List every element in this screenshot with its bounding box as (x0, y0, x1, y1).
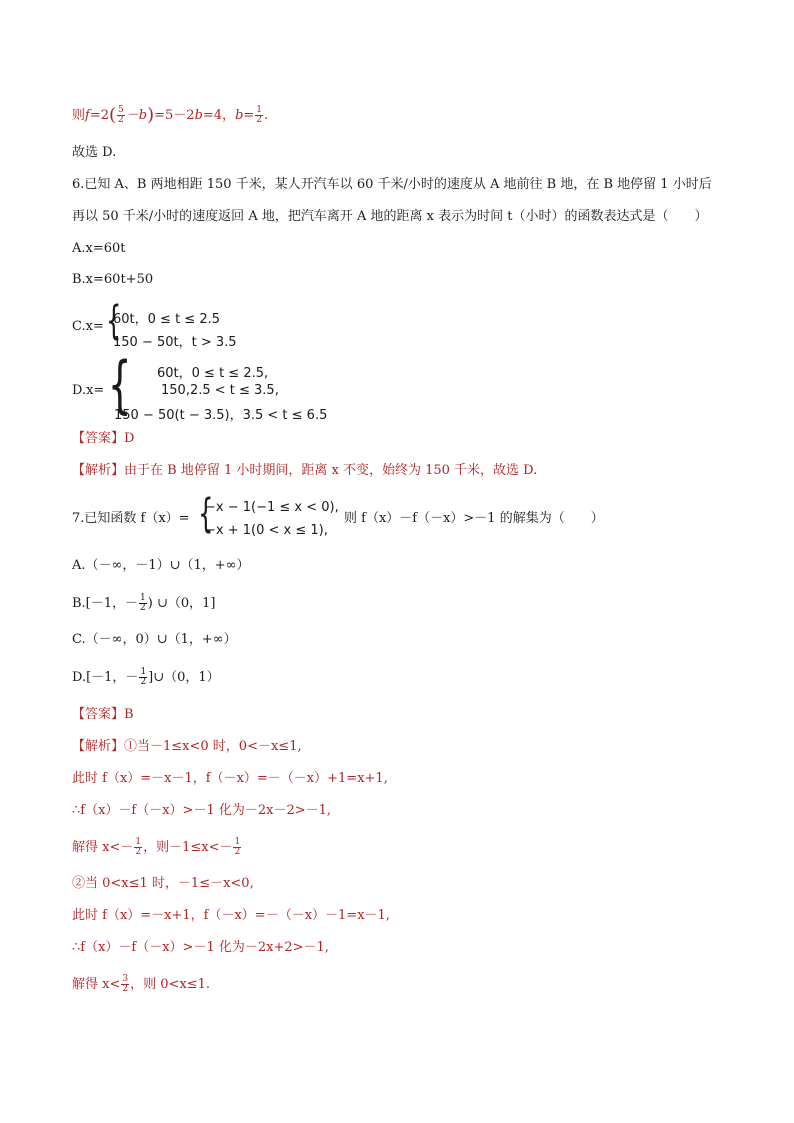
fraction (134, 838, 142, 857)
q6-stem-line1: 6.已知 A、B 两地相距 150 千米，某人开汽车以 60 千米/小时的速度从 A 地前往 B 地，在 B 地停留 1 小时后 (72, 177, 712, 192)
text: b (235, 108, 244, 123)
numerator: 1 (140, 593, 146, 603)
q7-stem-post: 则 f（x）－f（－x）>－1 的解集为（ ） (344, 511, 604, 526)
q6-c-piece-2: 150 − 50t，t > 3.5 (113, 335, 237, 350)
q6-c-piece-1: 60t，0 ≤ t ≤ 2.5 (113, 312, 220, 327)
numerator: 1 (256, 105, 263, 115)
text: ) ∪（0，1] (147, 596, 216, 611)
fraction (139, 668, 147, 687)
q7-option-a: A.（－∞，－1）∪（1，+∞） (72, 558, 250, 573)
denominator: 2 (135, 847, 142, 857)
analysis-text: 由于在 B 地停留 1 小时期间，距离 x 不变，始终为 150 千米，故选 D. (124, 463, 538, 478)
denominator: 2 (234, 847, 241, 857)
paren: ) (147, 104, 155, 126)
q7-option-b (72, 594, 215, 613)
q7-answer: 【答案】B (72, 707, 134, 722)
denominator: 2 (140, 677, 147, 687)
numerator: 1 (135, 837, 142, 847)
left-brace-icon: { (106, 298, 122, 344)
q6-option-c-label: C.x= (72, 319, 104, 334)
fraction (121, 975, 129, 994)
text: 解得 x<－ (72, 840, 134, 855)
q6-option-b: B.x=60t+50 (72, 272, 154, 287)
q7-solution-6: 此时 f（x）=－x+1，f（－x）=－（－x）－1=x－1, (72, 908, 390, 923)
text: 解得 x< (72, 977, 121, 992)
q7-option-d (72, 668, 220, 687)
text: = (243, 108, 255, 123)
q6-d-piece-3: 150 − 50(t − 3.5)，3.5 < t ≤ 6.5 (114, 408, 328, 423)
text: . (264, 108, 269, 123)
q6-option-d-label: D.x= (72, 383, 105, 398)
text: ]∪（0，1） (148, 670, 220, 685)
text: f (85, 108, 90, 123)
fraction (139, 594, 147, 613)
text: ，则－1≤x<－ (143, 840, 233, 855)
text: =5－2 (154, 108, 195, 123)
numerator: 3 (122, 974, 129, 984)
denominator: 2 (122, 984, 129, 994)
text: －b (125, 108, 148, 123)
analysis-tag: 【解析】 (72, 739, 125, 754)
q6-stem-line2: 再以 50 千米/小时的速度返回 A 地，把汽车离开 A 地的距离 x 表示为时间 t（小时）的函数表达式是（ ） (72, 209, 708, 224)
denominator: 2 (256, 115, 263, 125)
numerator: 1 (140, 667, 147, 677)
fraction (255, 106, 263, 125)
q7-solution-7: ∴f（x）－f（－x）>－1 化为－2x+2>－1, (72, 940, 329, 955)
text: D.[－1，－ (72, 670, 139, 685)
left-brace-icon: { (198, 491, 214, 537)
q7-option-c: C.（－∞，0）∪（1，+∞） (72, 632, 237, 647)
q7-solution-2: 此时 f（x）=－x－1，f（－x）=－（－x）+1=x+1, (72, 771, 388, 786)
text: =4， (202, 108, 236, 123)
text: 则 (72, 108, 86, 123)
q7-stem-pre: 7.已知函数 f（x）= (72, 511, 190, 526)
q6-d-piece-1: 60t，0 ≤ t ≤ 2.5, (157, 366, 269, 381)
denominator: 2 (118, 115, 124, 125)
text: B.[－1，－ (72, 596, 139, 611)
q7-piece-2: −x + 1(0 < x ≤ 1), (205, 523, 328, 538)
q6-analysis (72, 462, 537, 480)
numerator: 1 (234, 837, 241, 847)
numerator: 5 (118, 105, 124, 115)
q7-solution-8 (72, 975, 210, 994)
q7-solution-5: ②当 0<x≤1 时，－1≤－x<0, (72, 876, 254, 891)
text: ，则 0<x≤1. (130, 977, 211, 992)
q6-d-piece-2: 150,2.5 < t ≤ 3.5, (161, 383, 279, 398)
text: ①当－1≤x<0 时，0<－x≤1, (124, 739, 302, 754)
paren: ( (109, 104, 117, 126)
q7-piece-1: −x − 1(−1 ≤ x < 0), (205, 500, 339, 515)
solution-line-b-value (72, 106, 268, 125)
q7-solution-3: ∴f（x）－f（－x）>－1 化为－2x－2>－1, (72, 803, 332, 818)
fraction (233, 838, 241, 857)
denominator: 2 (140, 603, 146, 613)
text: b (194, 108, 203, 123)
q6-answer: 【答案】D (72, 431, 135, 446)
choose-d-line: 故选 D. (72, 145, 117, 160)
analysis-tag: 【解析】 (72, 463, 125, 478)
q7-solution-1 (72, 738, 302, 756)
text: =2 (89, 108, 109, 123)
q7-solution-4 (72, 838, 242, 857)
left-brace-icon: { (107, 348, 132, 421)
q6-option-a: A.x=60t (72, 241, 126, 256)
fraction (117, 106, 125, 125)
